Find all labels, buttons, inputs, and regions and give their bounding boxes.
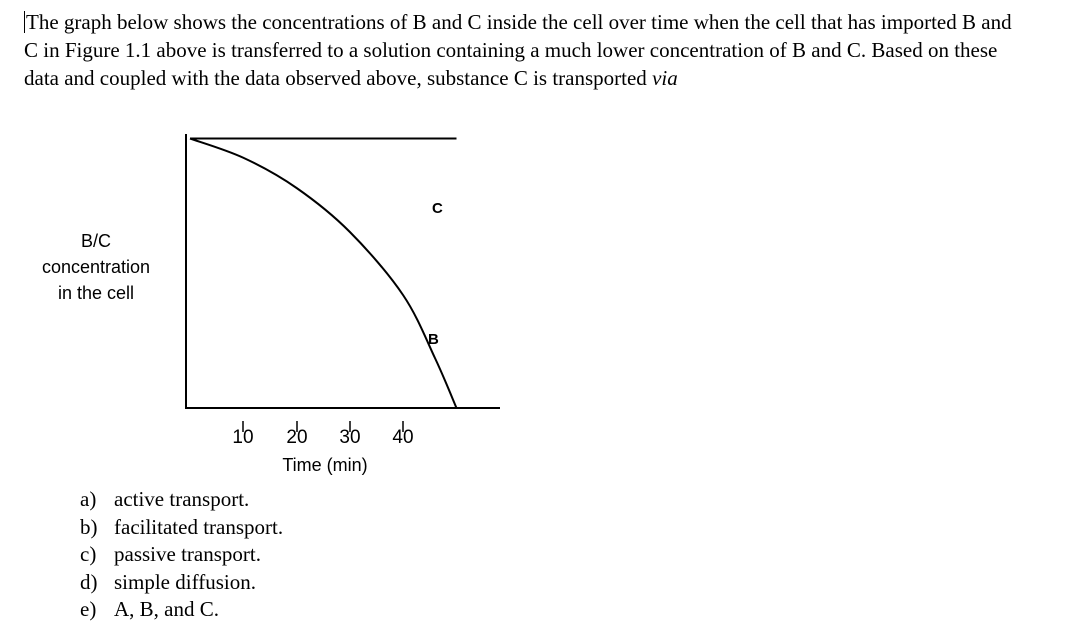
question-emphasis: via: [652, 66, 678, 90]
choice-text: passive transport.: [114, 542, 261, 566]
series-label-c: C: [432, 200, 443, 217]
y-axis-label-line-2: concentration: [41, 257, 151, 277]
choice-letter: e): [80, 597, 97, 621]
choice-letter: b): [80, 514, 98, 539]
choice-item: [80, 569, 283, 597]
x-axis-label: Time (min): [282, 455, 368, 475]
choice-text: active transport.: [114, 487, 250, 511]
x-tick-label-30: 30: [339, 427, 361, 448]
series-label-b: B: [428, 331, 439, 348]
choice-letter: c): [80, 542, 97, 566]
answer-choices: [80, 486, 283, 624]
choice-item: [80, 486, 283, 514]
choice-text: A, B, and C.: [114, 597, 219, 621]
choice-item: [80, 514, 283, 542]
choice-item: [80, 596, 283, 624]
choice-item: [80, 541, 283, 569]
x-tick-label-40: 40: [392, 427, 414, 448]
series-line-b: [190, 139, 457, 409]
choice-text: simple diffusion.: [114, 569, 256, 594]
question-main: The graph below shows the concentrations of B and C inside the cell over time when the cell that has imported B and C in Figure 1.1 above is transferred to a solution containing a much lower concentration of B and C. Based on these data and coupled with the data observed above, substance C is transported: [24, 10, 1012, 90]
y-axis-label-line-1: B/C: [80, 231, 112, 251]
choice-letter: a): [80, 487, 97, 511]
x-tick-label-10: 10: [232, 427, 254, 448]
y-axis-label-line-3: in the cell: [57, 283, 135, 303]
question-text: [24, 8, 1024, 92]
choice-letter: d): [80, 569, 98, 594]
concentration-chart: [0, 120, 520, 485]
x-tick-label-20: 20: [286, 427, 308, 448]
choice-text: facilitated transport.: [114, 514, 284, 539]
text-cursor: [24, 11, 25, 33]
